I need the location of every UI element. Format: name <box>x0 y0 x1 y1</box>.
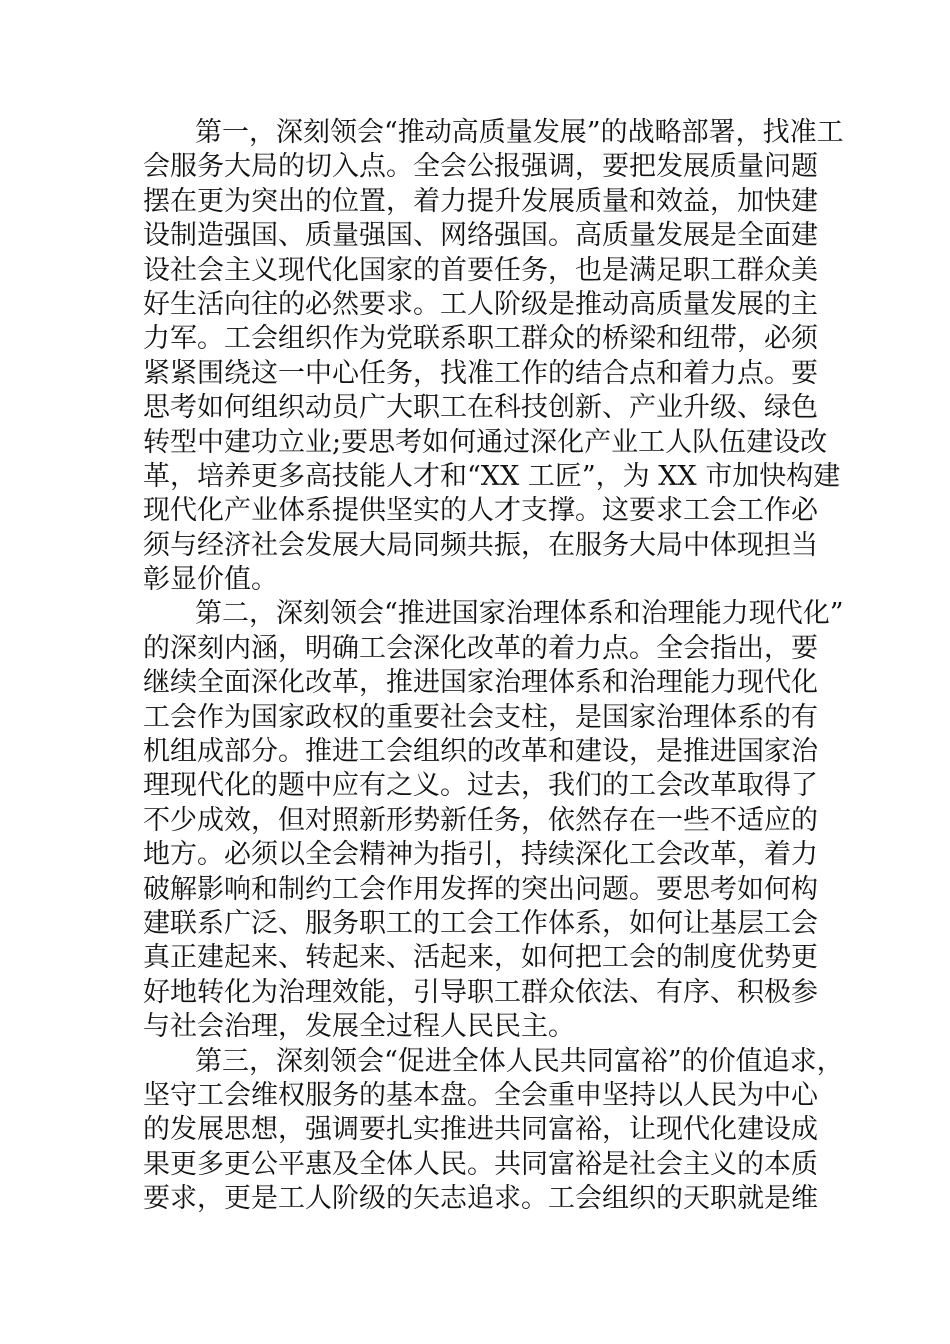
paragraph-2 <box>143 597 844 1044</box>
text-line: 破解影响和制约工会作用发挥的突出问题。要思考如何构 <box>143 873 818 905</box>
text-line: 的深刻内涵，明确工会深化改革的着力点。全会指出，要 <box>143 632 818 664</box>
text-line: 现代化产业体系提供坚实的人才支撑。这要求工会工作必 <box>143 495 818 527</box>
paragraph-3 <box>143 1045 844 1217</box>
text-line: 彰显价值。 <box>143 564 278 596</box>
text-line: 不少成效，但对照新形势新任务，依然存在一些不适应的 <box>143 804 818 836</box>
text-line: 与社会治理，发展全过程人民民主。 <box>143 1011 575 1043</box>
text-line: 真正建起来、转起来、活起来，如何把工会的制度优势更 <box>143 942 818 974</box>
text-line: 力军。工会组织作为党联系职工群众的桥梁和纽带，必须 <box>143 323 818 355</box>
text-line: 紧紧围绕这一中心任务，找准工作的结合点和着力点。要 <box>143 357 818 389</box>
paragraph-1 <box>143 116 844 597</box>
text-line: 摆在更为突出的位置，着力提升发展质量和效益，加快建 <box>143 185 818 217</box>
text-line: 果更多更公平惠及全体人民。共同富裕是社会主义的本质 <box>143 1148 818 1180</box>
text-line: 第二，深刻领会“推进国家治理体系和治理能力现代化” <box>195 598 844 630</box>
text-line: 坚守工会维权服务的基本盘。全会重申坚持以人民为中心 <box>143 1079 818 1111</box>
text-line: 机组成部分。推进工会组织的改革和建设，是推进国家治 <box>143 736 818 768</box>
text-line: 转型中建功立业;要思考如何通过深化产业工人队伍建设改 <box>143 426 828 458</box>
text-line: 设制造强国、质量强国、网络强国。高质量发展是全面建 <box>143 220 818 252</box>
text-line: 的发展思想，强调要扎实推进共同富裕，让现代化建设成 <box>143 1114 818 1146</box>
text-line: 第一，深刻领会“推动高质量发展”的战略部署，找准工 <box>195 117 844 148</box>
text-line: 须与经济社会发展大局同频共振，在服务大局中体现担当 <box>143 529 818 561</box>
text-line: 继续全面深化改革，推进国家治理体系和治理能力现代化 <box>143 667 818 699</box>
text-line: 建联系广泛、服务职工的工会工作体系，如何让基层工会 <box>143 907 818 939</box>
text-line: 设社会主义现代化国家的首要任务，也是满足职工群众美 <box>143 254 818 286</box>
text-line: 思考如何组织动员广大职工在科技创新、产业升级、绿色 <box>143 392 818 424</box>
text-line: 理现代化的题中应有之义。过去，我们的工会改革取得了 <box>143 770 818 802</box>
text-line: 工会作为国家政权的重要社会支柱，是国家治理体系的有 <box>143 701 818 733</box>
text-line: 会服务大局的切入点。全会公报强调，要把发展质量问题 <box>143 151 818 183</box>
text-line: 地方。必须以全会精神为指引，持续深化工会改革，着力 <box>143 839 818 871</box>
text-line: 革，培养更多高技能人才和“XX 工匠”，为 XX 市加快构建 <box>143 460 841 492</box>
text-line: 第三，深刻领会“促进全体人民共同富裕”的价值追求， <box>195 1045 844 1077</box>
text-line: 要求，更是工人阶级的矢志追求。工会组织的天职就是维 <box>143 1183 818 1215</box>
text-line: 好生活向往的必然要求。工人阶级是推动高质量发展的主 <box>143 288 818 320</box>
document-page <box>143 116 844 1217</box>
text-line: 好地转化为治理效能，引导职工群众依法、有序、积极参 <box>143 976 818 1008</box>
